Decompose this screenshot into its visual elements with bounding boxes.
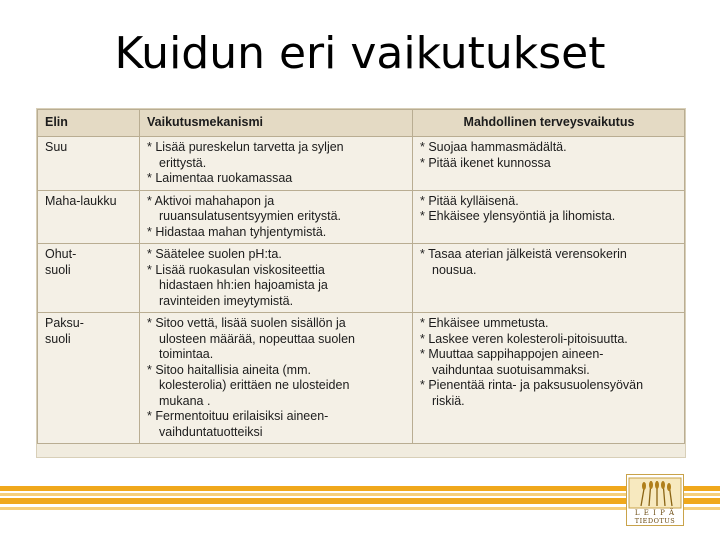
footer-stripe-middle	[0, 498, 720, 504]
mechanism-cell	[140, 313, 413, 444]
health-effect-line: vaihduntaa suotuisammaksi.	[432, 362, 590, 377]
mechanism-line: ruuansulatusentsyymien eritystä.	[159, 209, 342, 223]
table-header-row	[38, 110, 685, 137]
mechanism-line: * Aktivoi mahahapon ja	[147, 193, 275, 208]
health-effect-line: * Pitää ikenet kunnossa	[420, 155, 551, 170]
logo-text-leipa: L E I P Ä	[634, 509, 676, 517]
footer-stripe-light	[0, 493, 720, 496]
organ-text: Paksu-	[45, 316, 84, 330]
health-effect-line: * Muuttaa sappihappojen aineen-	[420, 347, 604, 361]
health-effect-line: nousua.	[432, 262, 477, 277]
fiber-effects-table	[37, 109, 685, 444]
mechanism-line: mukana .	[159, 393, 211, 408]
health-effect-line: * Ehkäisee ummetusta.	[420, 316, 549, 330]
header-organ: Elin	[38, 110, 140, 137]
mechanism-line: vaihduntatuotteiksi	[159, 424, 263, 439]
leipatiedotus-logo	[626, 474, 684, 526]
health-effect-cell	[413, 313, 685, 444]
health-effect-cell	[413, 137, 685, 191]
mechanism-line: * Sitoo vettä, lisää suolen sisällön ja	[147, 316, 346, 330]
mechanism-line: * Fermentoituu erilaisiksi aineen-	[147, 409, 329, 423]
health-effect-line: * Ehkäisee ylensyöntiä ja lihomista.	[420, 209, 616, 223]
mechanism-line: hidastaen hh:ien hajoamista ja	[159, 278, 328, 292]
mechanism-line: * Laimentaa ruokamassaa	[147, 171, 293, 185]
mechanism-line: kolesterolia) erittäen ne ulosteiden	[159, 378, 350, 392]
wheat-icon	[627, 477, 683, 509]
organ-cell	[38, 244, 140, 313]
mechanism-cell	[140, 190, 413, 244]
mechanism-line: toimintaa.	[159, 347, 214, 361]
footer-stripe-bottom	[0, 507, 720, 510]
mechanism-line: * Hidastaa mahan tyhjentymistä.	[147, 224, 327, 239]
health-effect-line: * Tasaa aterian jälkeistä verensokerin	[420, 247, 627, 261]
mechanism-cell	[140, 137, 413, 191]
mechanism-line: * Lisää ruokasulan viskositeettia	[147, 262, 325, 277]
health-effect-line: riskiä.	[432, 393, 465, 408]
health-effect-line: * Suojaa hammasmädältä.	[420, 140, 567, 154]
organ-text: Ohut-	[45, 247, 77, 261]
mechanism-line: ulosteen määrää, nopeuttaa suolen	[159, 331, 355, 346]
organ-cell	[38, 190, 140, 244]
mechanism-line: * Sitoo haitallisia aineita (mm.	[147, 362, 311, 377]
fiber-effects-table-container	[36, 108, 686, 458]
health-effect-cell	[413, 244, 685, 313]
health-effect-line: * Pienentää rinta- ja paksusuolensyövän	[420, 378, 644, 392]
organ-text: suoli	[45, 262, 71, 277]
organ-text: Suu	[45, 140, 68, 154]
mechanism-line: ravinteiden imeytymistä.	[159, 293, 294, 308]
health-effect-line: * Pitää kylläisenä.	[420, 193, 519, 208]
footer-stripe-top	[0, 486, 720, 491]
slide-title: Kuidun eri vaikutukset	[114, 28, 606, 79]
logo-text-tiedotus: TIEDOTUS	[634, 517, 676, 525]
mechanism-cell	[140, 244, 413, 313]
table-row	[38, 313, 685, 444]
mechanism-line: * Säätelee suolen pH:ta.	[147, 247, 282, 261]
table-row	[38, 137, 685, 191]
mechanism-line: erittystä.	[159, 155, 207, 170]
header-mechanism: Vaikutusmekanismi	[140, 110, 413, 137]
health-effect-line: * Laskee veren kolesteroli-pitoisuutta.	[420, 331, 628, 346]
health-effect-cell	[413, 190, 685, 244]
organ-text: suoli	[45, 331, 71, 346]
table-row	[38, 190, 685, 244]
organ-text: Maha-laukku	[45, 193, 117, 208]
organ-cell	[38, 313, 140, 444]
mechanism-line: * Lisää pureskelun tarvetta ja syljen	[147, 140, 344, 154]
header-health-effect: Mahdollinen terveysvaikutus	[413, 110, 685, 137]
organ-cell	[38, 137, 140, 191]
table-row	[38, 244, 685, 313]
